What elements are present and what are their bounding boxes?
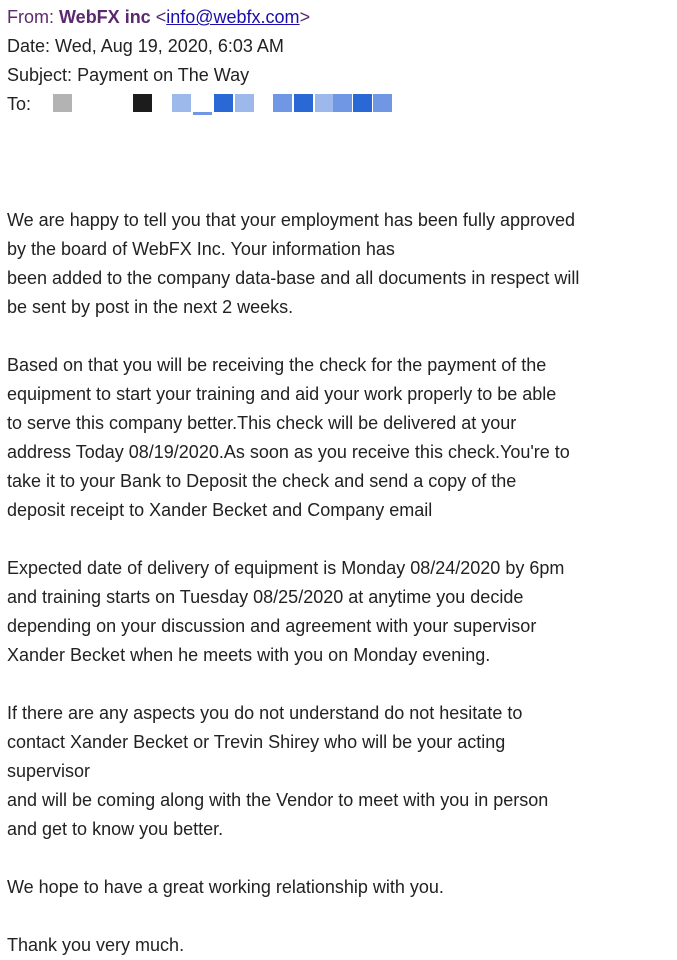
to-line <box>7 90 667 119</box>
body-line: If there are any aspects you do not understand do not hesitate to <box>7 703 523 723</box>
body-line: Thank you very much. <box>7 935 185 955</box>
body-line: We hope to have a great working relationship with you. <box>7 877 444 897</box>
redaction-block <box>315 94 334 112</box>
redaction-block <box>373 94 392 112</box>
redaction-block <box>333 94 352 112</box>
date-value: Wed, Aug 19, 2020, 6:03 AM <box>55 36 284 56</box>
body-line: be sent by post in the next 2 weeks. <box>7 297 294 317</box>
email-open-bracket: < <box>155 7 167 27</box>
from-line <box>7 3 667 32</box>
body-paragraph <box>7 351 667 525</box>
from-label: From: <box>7 7 54 27</box>
body-line: and get to know you better. <box>7 819 224 839</box>
date-label: Date: <box>7 36 51 56</box>
redaction-block <box>235 94 254 112</box>
redaction-block <box>353 94 372 112</box>
body-line: contact Xander Becket or Trevin Shirey who will be your acting <box>7 732 506 752</box>
body-line: take it to your Bank to Deposit the check and send a copy of the <box>7 471 517 491</box>
redaction-block <box>273 94 292 112</box>
redaction-block <box>193 112 212 115</box>
body-paragraph <box>7 206 667 322</box>
body-line: address Today 08/19/2020.As soon as you receive this check.You're to <box>7 442 570 462</box>
body-line: and training starts on Tuesday 08/25/2020 at anytime you decide <box>7 587 524 607</box>
body-paragraph <box>7 554 667 670</box>
subject-line <box>7 61 667 90</box>
redacted-recipients <box>31 90 431 119</box>
body-line: equipment to start your training and aid your work properly to be able <box>7 384 557 404</box>
sender-email-link[interactable]: info@webfx.com <box>166 7 300 27</box>
redaction-block <box>133 94 152 112</box>
body-paragraph <box>7 931 667 960</box>
redaction-block <box>294 94 313 112</box>
redaction-block <box>214 94 233 112</box>
body-line: Xander Becket when he meets with you on Monday evening. <box>7 645 491 665</box>
body-line: deposit receipt to Xander Becket and Company email <box>7 500 433 520</box>
email-header <box>7 3 667 119</box>
body-line: We are happy to tell you that your employment has been fully approved <box>7 210 576 230</box>
body-paragraph <box>7 873 667 902</box>
body-line: Expected date of delivery of equipment is Monday 08/24/2020 by 6pm <box>7 558 565 578</box>
date-line <box>7 32 667 61</box>
subject-label: Subject: <box>7 65 73 85</box>
body-line: by the board of WebFX Inc. Your information has <box>7 239 395 259</box>
redaction-block <box>172 94 191 112</box>
subject-value: Payment on The Way <box>77 65 250 85</box>
body-paragraph <box>7 699 667 844</box>
redaction-block <box>53 94 72 112</box>
sender-name[interactable]: WebFX inc <box>59 7 151 27</box>
body-line: supervisor <box>7 761 91 781</box>
body-line: Based on that you will be receiving the check for the payment of the <box>7 355 547 375</box>
body-line: to serve this company better.This check will be delivered at your <box>7 413 517 433</box>
email-body <box>7 206 667 960</box>
email-close-bracket: > <box>299 7 311 27</box>
body-line: been added to the company data-base and all documents in respect will <box>7 268 580 288</box>
body-line: depending on your discussion and agreement with your supervisor <box>7 616 537 636</box>
to-label: To: <box>7 94 32 114</box>
email-message <box>7 3 667 960</box>
body-line: and will be coming along with the Vendor to meet with you in person <box>7 790 549 810</box>
